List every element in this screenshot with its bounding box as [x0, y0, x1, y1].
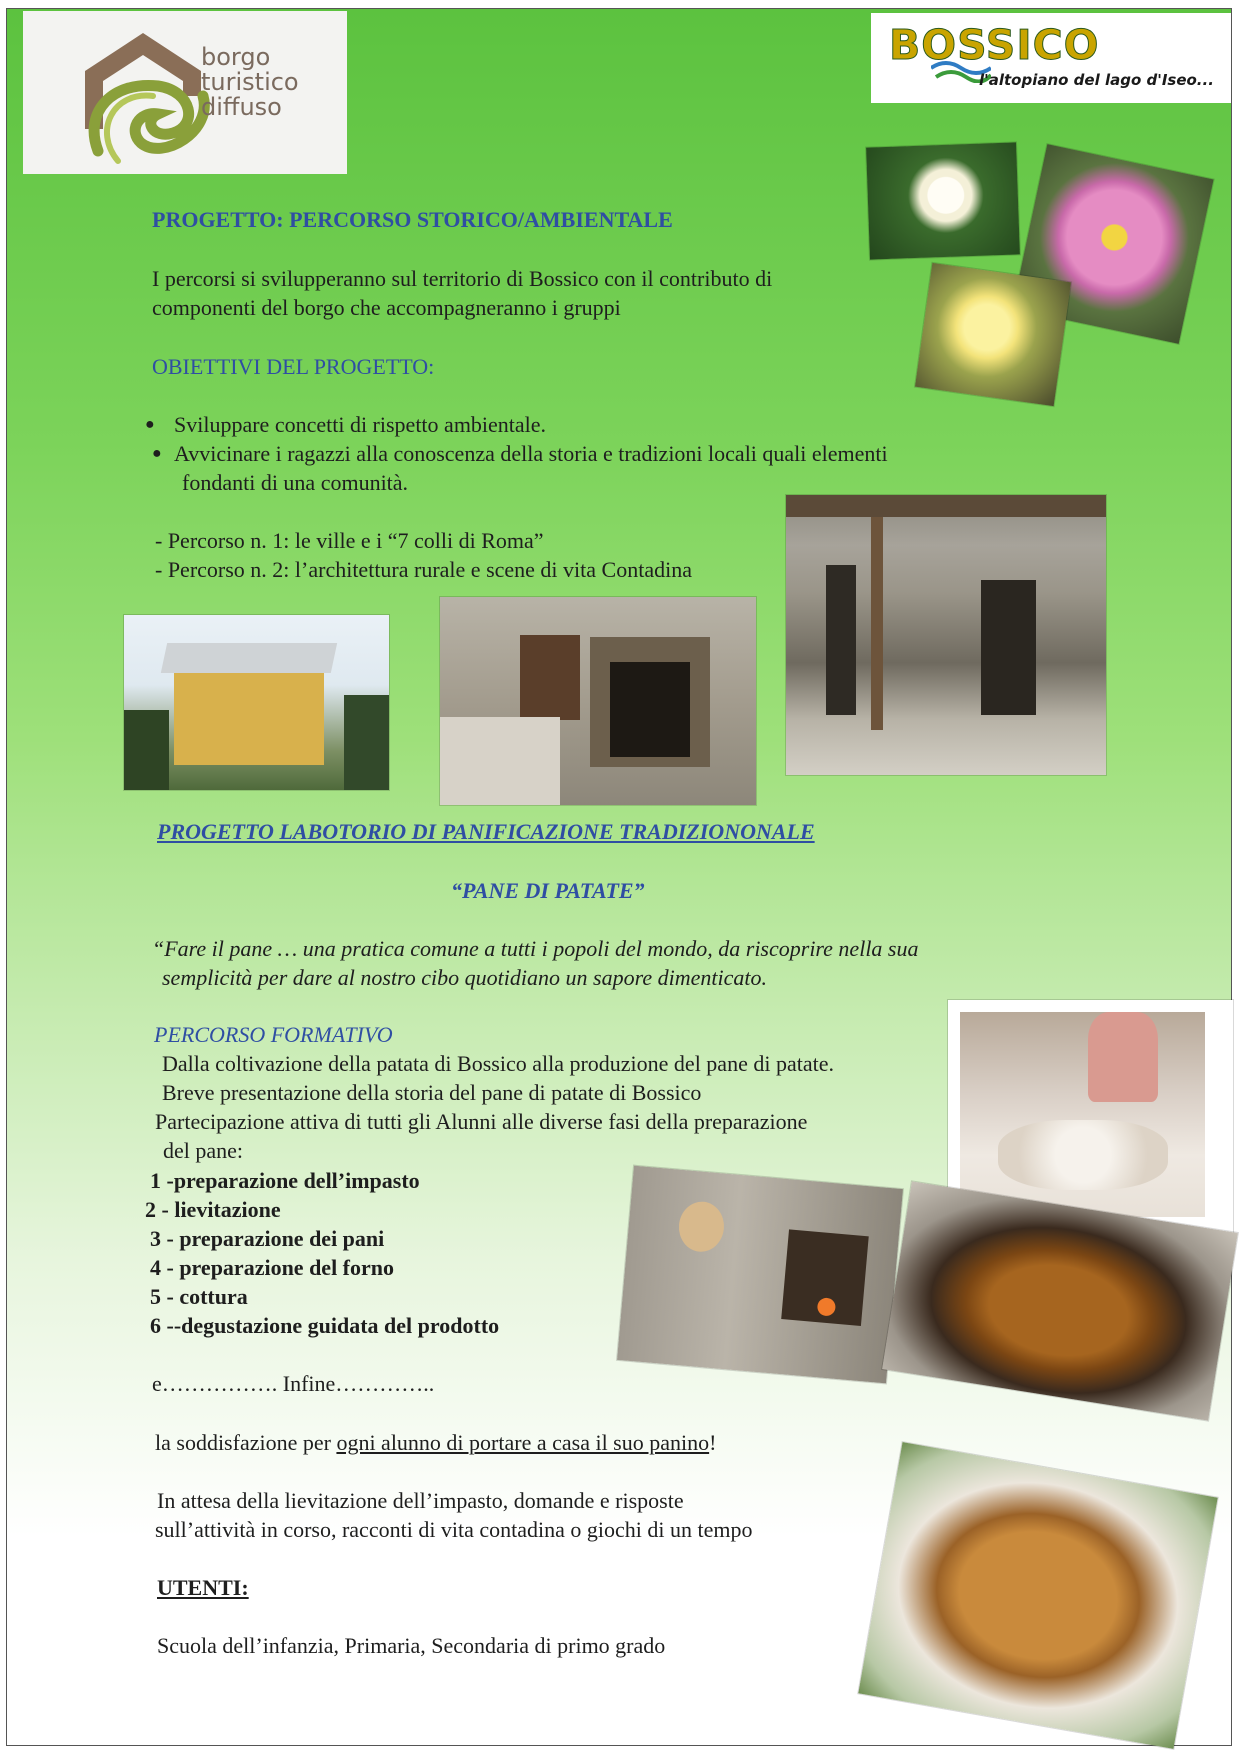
quote-line: semplicità per dare al nostro cibo quotidiano un sapore dimenticato.: [162, 965, 767, 990]
route-item: - Percorso n. 1: le ville e i “7 colli di Roma”: [155, 528, 544, 553]
section1-intro-line: componenti del borgo che accompagneranno i gruppi: [152, 295, 621, 320]
satisfaction-prefix: la soddisfazione per: [155, 1430, 337, 1455]
finale-text: e……………. Infine…………..: [152, 1371, 435, 1396]
formative-line: del pane:: [163, 1138, 244, 1163]
step-item: 1 -preparazione dell’impasto: [150, 1168, 420, 1193]
bullet-dot: ●: [152, 445, 162, 462]
bullet-dot: ●: [145, 416, 155, 433]
satisfaction-underlined: ogni alunno di portare a casa il suo panino: [336, 1430, 710, 1455]
users-text: Scuola dell’infanzia, Primaria, Secondaria di primo grado: [157, 1633, 666, 1658]
waiting-line: In attesa della lievitazione dell’impasto, domande e risposte: [157, 1488, 684, 1513]
section2-subtitle: “PANE DI PATATE”: [451, 878, 645, 903]
formative-heading: PERCORSO FORMATIVO: [154, 1022, 393, 1047]
section1-title: PROGETTO: PERCORSO STORICO/AMBIENTALE: [152, 207, 673, 232]
step-item: 3 - preparazione dei pani: [150, 1226, 385, 1251]
satisfaction-suffix: !: [709, 1430, 717, 1455]
objective-item: Avvicinare i ragazzi alla conoscenza della storia e tradizioni locali quali elementi: [174, 441, 888, 466]
rural-courtyard-photo: [786, 495, 1106, 775]
borgo-logo: [23, 11, 347, 174]
formative-line: Partecipazione attiva di tutti gli Alunni alle diverse fasi della preparazione: [155, 1109, 808, 1134]
yellow-primrose-photo: [915, 263, 1071, 406]
step-item: 6 --degustazione guidata del prodotto: [150, 1313, 500, 1338]
borgo-logo-line: borgo: [201, 43, 271, 71]
bread-basket-photo: [858, 1442, 1217, 1749]
users-heading: UTENTI:: [157, 1575, 249, 1600]
step-item: 4 - preparazione del forno: [150, 1255, 395, 1280]
borgo-logo-line: diffuso: [201, 93, 282, 121]
bossico-logo-name: BOSSICO: [889, 21, 1100, 69]
section2-title: PROGETTO LABOTORIO DI PANIFICAZIONE TRADIZIONONALE: [157, 819, 815, 844]
bossico-logo: [871, 13, 1231, 103]
objective-item-continuation: fondanti di una comunità.: [182, 470, 409, 495]
objectives-heading: OBIETTIVI DEL PROGETTO:: [152, 354, 435, 379]
formative-line: Dalla coltivazione della patata di Bossico alla produzione del pane di patate.: [162, 1051, 834, 1076]
villa-photo: [124, 615, 389, 790]
white-flower-photo: [866, 142, 1020, 259]
objective-item: Sviluppare concetti di rispetto ambientale.: [174, 412, 547, 437]
quote-line: “Fare il pane … una pratica comune a tutti i popoli del mondo, da riscoprire nella sua: [152, 936, 919, 961]
waiting-line: sull’attività in corso, racconti di vita contadina o giochi di un tempo: [155, 1517, 753, 1542]
fireplace-photo: [440, 597, 756, 805]
oven-loading-photo: [617, 1166, 903, 1384]
bossico-logo-tagline: l'altopiano del lago d'Iseo...: [979, 71, 1214, 89]
route-item: - Percorso n. 2: l’architettura rurale e scene di vita Contadina: [155, 557, 692, 582]
step-item: 5 - cottura: [150, 1284, 248, 1309]
borgo-logo-line: turistico: [201, 68, 299, 96]
satisfaction-text: [155, 1428, 716, 1457]
step-item: 2 - lievitazione: [145, 1197, 281, 1222]
section1-intro-line: I percorsi si svilupperanno sul territorio di Bossico con il contributo di: [152, 266, 773, 291]
formative-line: Breve presentazione della storia del pane di patate di Bossico: [162, 1080, 702, 1105]
